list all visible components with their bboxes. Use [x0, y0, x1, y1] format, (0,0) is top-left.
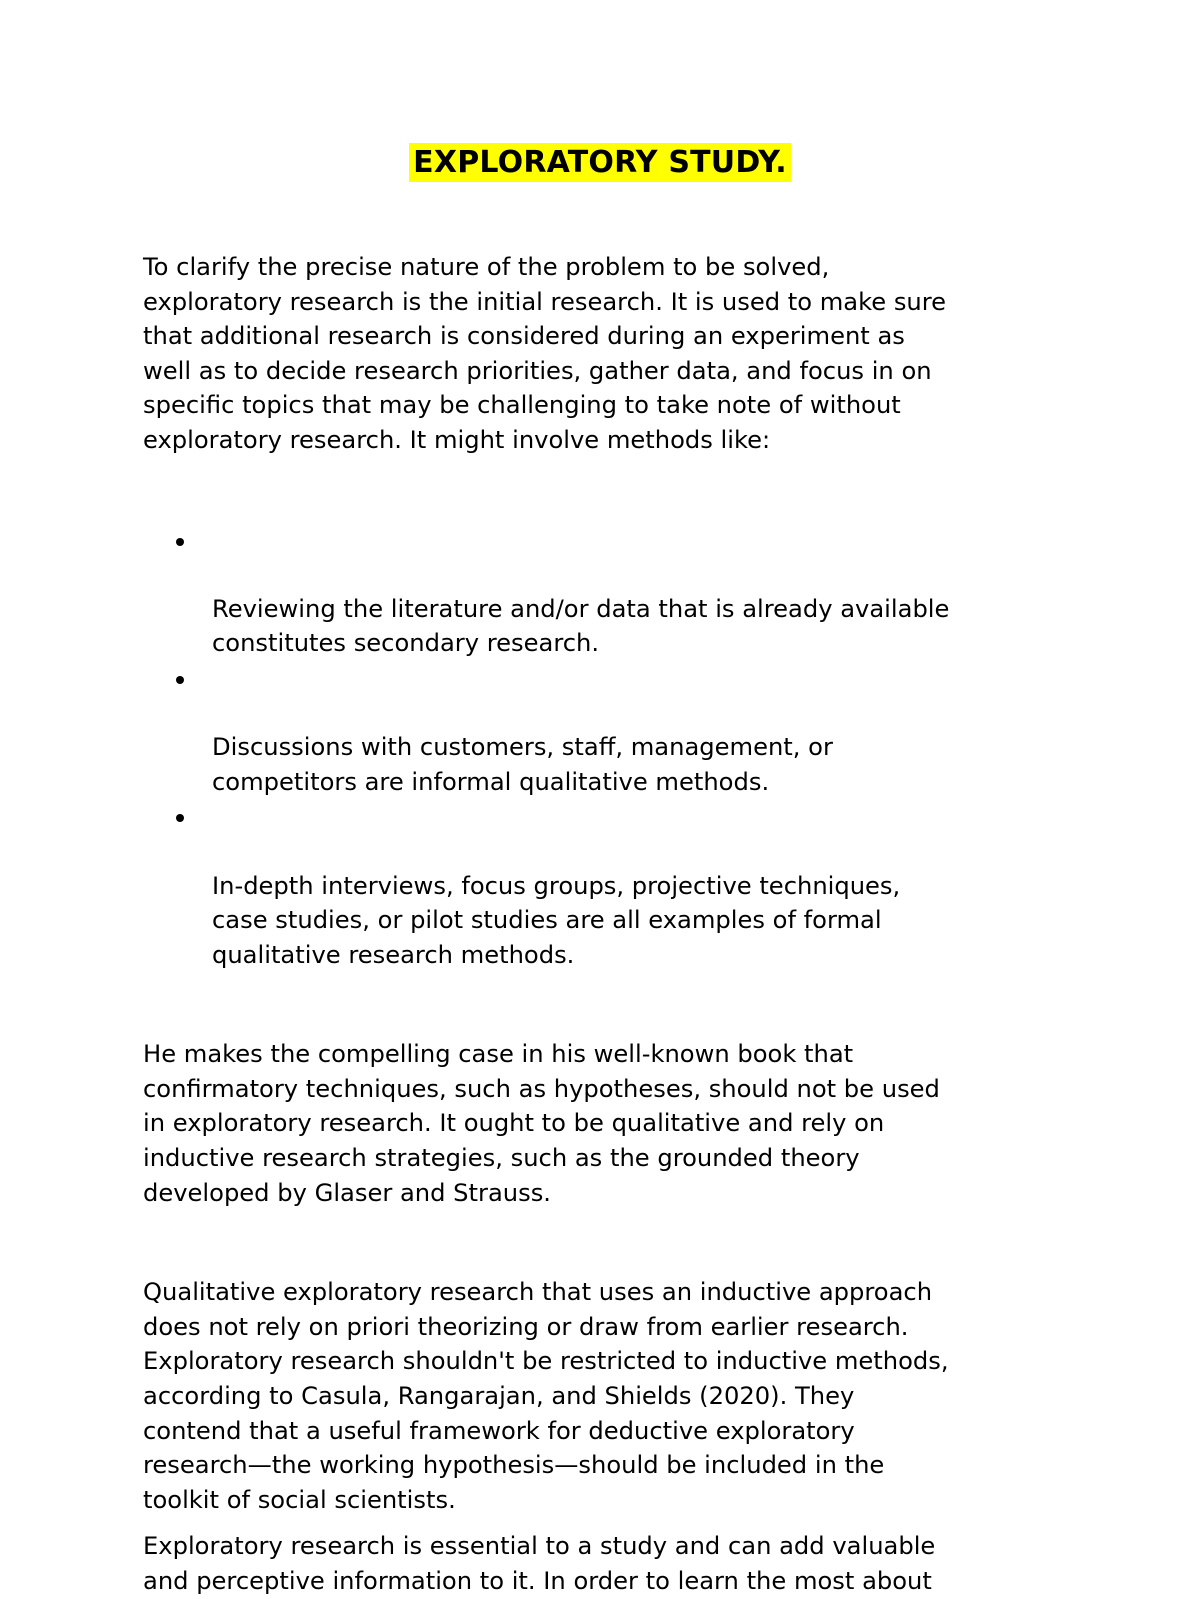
paragraph-confirmatory: He makes the compelling case in his well-known book that confirmatory techniques, such as hypotheses, should not be used in exploratory research. It ought to be qualitative and rely on inductive research strategies, such as the grounded theory developed by Glaser and Strauss. [143, 1040, 940, 1207]
paragraph-inductive: Qualitative exploratory research that uses an inductive approach does not rely on priori theorizing or draw from earlier research. Exploratory research shouldn't be restricted to inductive methods, according to Casula, Rangarajan, and Shields (2020). They contend that a useful framework for deductive exploratory research—the working hypothesis—should be included in the toolkit of social scientists. [143, 1278, 949, 1514]
bullet-item [143, 661, 1073, 799]
bullet-item [143, 523, 1073, 661]
bullet-item [143, 799, 1073, 972]
bullet-text: Reviewing the literature and/or data that is already available constitutes secondary research. [212, 594, 950, 658]
document-body [143, 250, 1073, 1599]
bullet-icon [176, 676, 184, 684]
paragraph-essential: Exploratory research is essential to a study and can add valuable and perceptive information to it. In order to learn the most about [143, 1532, 936, 1595]
bullet-text: Discussions with customers, staff, management, or competitors are informal qualitative methods. [212, 733, 833, 796]
bullet-icon [176, 538, 184, 546]
title-container [0, 143, 1200, 182]
bullet-text: In-depth interviews, focus groups, projective techniques, case studies, or pilot studies are all examples of formal qualitative research methods. [212, 871, 901, 969]
methods-bullet-list [143, 523, 1073, 973]
bullet-icon [176, 814, 184, 822]
paragraph-intro: To clarify the precise nature of the problem to be solved, exploratory research is the initial research. It is used to make sure that additional research is considered during an experiment as well as to decide research priorities, gather data, and focus in on specific topics that may be challenging to take note of without exploratory research. It might involve methods like: [143, 253, 947, 454]
document-title: EXPLORATORY STUDY. [409, 143, 791, 182]
